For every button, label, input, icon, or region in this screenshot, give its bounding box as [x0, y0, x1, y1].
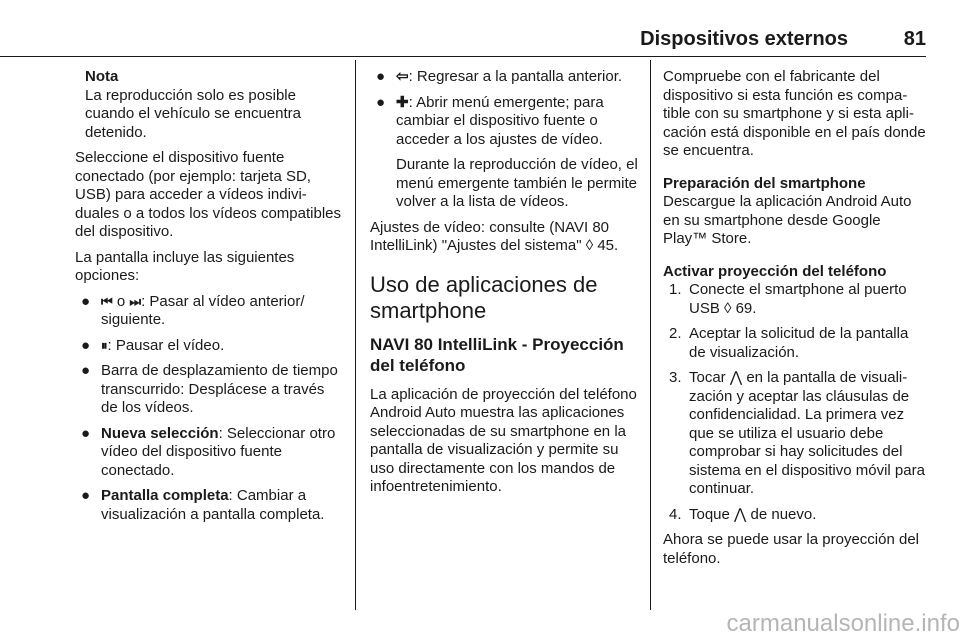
list-term: Nueva selección [101, 424, 219, 442]
list-text: : Pasar al vídeo anterior/ siguiente. [101, 292, 305, 328]
paragraph: Ajustes de vídeo: consulte (NAVI 80 IntelliLink) "Ajustes del sistema" ◊ 45. [370, 218, 619, 254]
list-text: : Cambiar a visualización a pantalla completa. [101, 487, 325, 523]
step-number: 1. [669, 281, 682, 298]
step-text: Aceptar la solicitud de la pantalla de visualización. [689, 325, 909, 361]
column-divider-2 [650, 60, 651, 610]
next-track-icon: ⏭ [129, 293, 142, 309]
column-divider-1 [355, 60, 356, 610]
paragraph: Descargue la aplicación Android Auto en su smartphone desde Google Play™ Store. [663, 193, 912, 247]
step-text: Toque ⋀ de nuevo. [689, 505, 817, 523]
column-3 [663, 68, 928, 575]
list-text: : Regresar a la pantalla anterior. [408, 68, 623, 85]
list-text: o [112, 292, 130, 310]
step-number: 2. [669, 325, 682, 342]
list-item [75, 293, 345, 330]
list-text: : Pausar el vídeo. [107, 336, 225, 354]
plus-icon: ✚ [396, 93, 409, 111]
bullet-icon: ● [81, 292, 91, 310]
note-box [85, 68, 345, 142]
subheading: Preparación del smartphone [663, 174, 866, 192]
list-text: : Abrir menú emergente; para cambiar el dispositivo fuente o acceder a los ajustes de vídeo. [396, 93, 604, 148]
list-term: Pantalla completa [101, 487, 229, 504]
list-item [75, 337, 345, 356]
list-item [663, 325, 928, 362]
list-continuation: Durante la reproducción de vídeo, el menú emergente también le permite volver a la lista de vídeos. [396, 156, 638, 210]
list-item [370, 68, 640, 87]
page-number: 81 [903, 28, 926, 50]
paragraph: La aplicación de proyección del teléfono Android Auto muestra las aplicaciones seleccionadas de su smartphone en la pantalla de visualización y permite su uso directamente con los mandos de infoentretenimiento. [370, 385, 637, 495]
list-item [75, 425, 345, 481]
section-heading: Uso de aplicaciones de smartphone [370, 271, 598, 323]
step-number: 3. [669, 369, 682, 386]
bullet-icon: ● [81, 424, 91, 442]
back-arrow-icon: ⇦ [396, 68, 409, 85]
subsection-heading: NAVI 80 IntelliLink - Proyección del teléfono [370, 334, 624, 375]
paragraph: Ahora se puede usar la proyección del teléfono. [663, 531, 919, 567]
subheading: Activar proyección del teléfono [663, 262, 887, 280]
note-title: Nota [85, 68, 119, 85]
paragraph: Seleccione el dispositivo fuente conectado (por ejemplo: tarjeta SD, USB) para acceder a vídeos individuales o a todos los vídeos compatibles del dispositivo. [75, 149, 341, 240]
step-text: Conecte el smartphone al puerto USB ◊ 69. [689, 281, 907, 317]
pause-icon: ⏸ [101, 337, 108, 353]
list-text: : Seleccionar otro vídeo del dispositivo fuente conectado. [101, 424, 336, 479]
bullet-icon: ● [81, 336, 91, 354]
column-1 [75, 68, 345, 531]
header-rule [0, 56, 926, 57]
bullet-icon: ● [376, 68, 386, 85]
list-item [370, 94, 640, 150]
paragraph: La pantalla incluye las siguientes opciones: [75, 248, 295, 284]
previous-track-icon: ⏮ [101, 293, 113, 309]
column-2 [370, 68, 640, 504]
step-text: Tocar ⋀ en la pantalla de visualización y aceptar las cláusulas de confidencialidad. La primera vez que se utiliza el usuario debe comprobar si hay solicitudes del sistema en el dispositivo móvil para continuar. [689, 369, 925, 497]
bullet-icon: ● [81, 487, 91, 504]
page-header [60, 28, 926, 56]
list-item [75, 487, 345, 524]
page-title: Dispositivos externos [640, 28, 848, 50]
list-item [663, 506, 928, 525]
list-item [663, 369, 928, 499]
bullet-icon: ● [376, 93, 386, 111]
note-text: La reproducción solo es posible cuando el vehículo se encuentra detenido. [85, 86, 301, 141]
list-item [75, 362, 345, 418]
paragraph: Compruebe con el fabricante del dispositivo si esta función es compatible con su smartphone y si esta aplicación está disponible en el país donde se encuentra. [663, 68, 926, 159]
list-item [663, 281, 928, 318]
watermark: carmanualsonline.info [726, 610, 960, 637]
step-number: 4. [669, 505, 682, 523]
bullet-icon: ● [81, 362, 91, 379]
list-text: Barra de desplazamiento de tiempo transcurrido: Desplácese a través de los vídeos. [101, 362, 338, 416]
